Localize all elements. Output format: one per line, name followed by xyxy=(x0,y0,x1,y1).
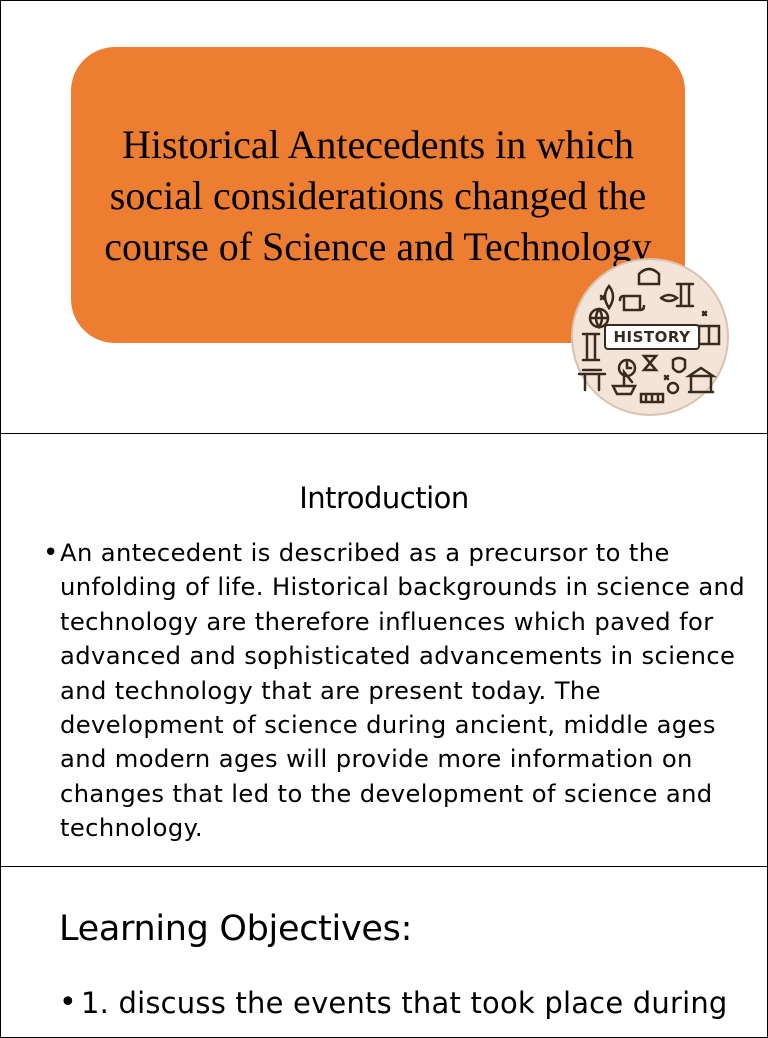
objective-item: 1. discuss the events that took place during xyxy=(81,986,728,1020)
introduction-paragraph: An antecedent is described as a precursor to the unfolding of life. Historical backgrounds in science and technology are therefore influences which paved for advanced and sophisticated advancements in science and technology that are present today. The development of science during ancient, middle ages and modern ages will provide more information on changes that led to the development of science and technology. xyxy=(60,539,746,843)
introduction-bullet xyxy=(43,536,759,846)
bullet-icon: • xyxy=(43,538,59,568)
introduction-slide xyxy=(0,433,768,867)
badge-label: HISTORY xyxy=(604,324,700,350)
slide-title: Historical Antecedents in which social considerations changed the course of Science and Technology xyxy=(104,121,652,269)
learning-objectives-title: Learning Objectives: xyxy=(59,909,413,949)
history-badge xyxy=(569,256,731,418)
learning-objectives-slide xyxy=(0,866,768,1038)
introduction-title: Introduction xyxy=(299,481,469,515)
bullet-icon: • xyxy=(59,985,77,1020)
title-slide xyxy=(0,0,768,434)
objective-bullet xyxy=(59,983,759,1023)
